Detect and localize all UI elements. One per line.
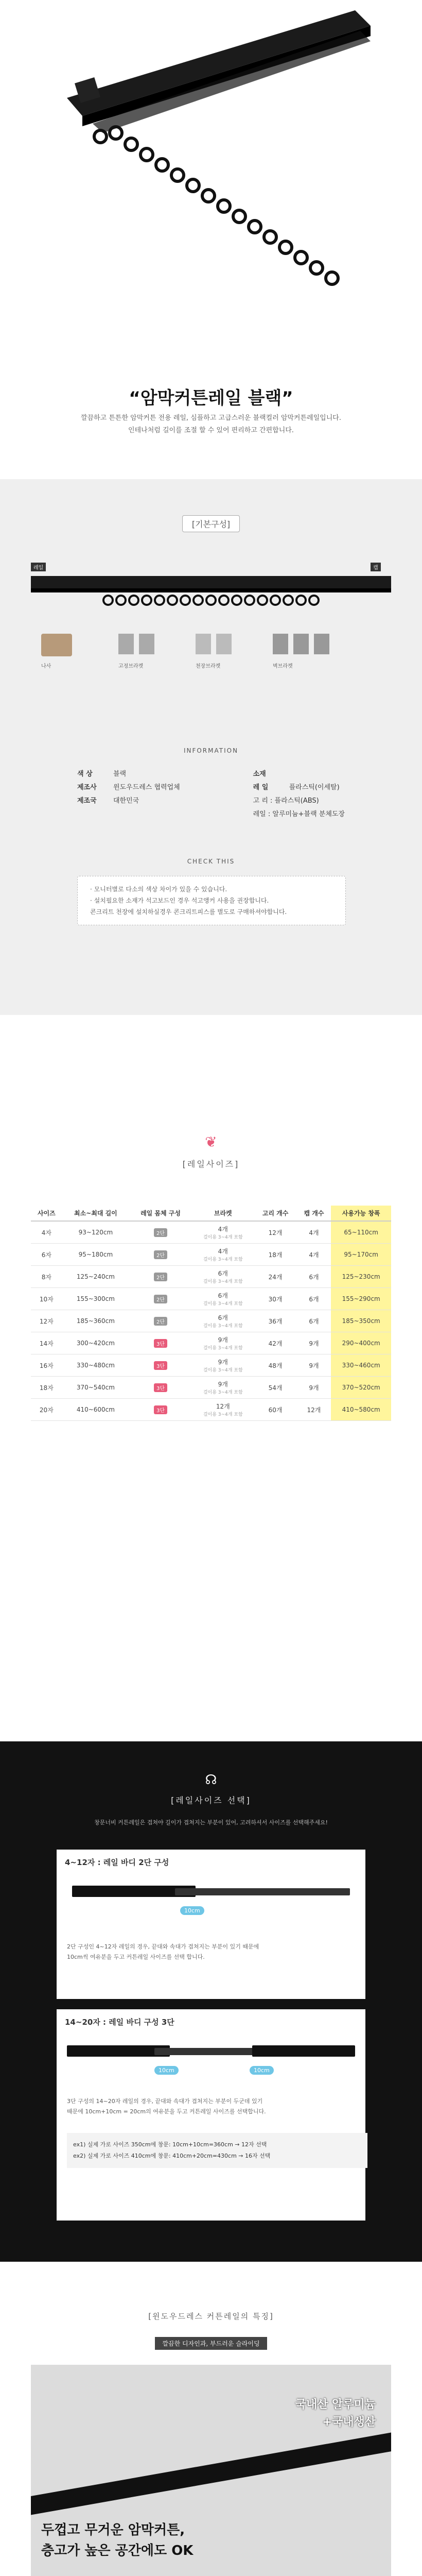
size-cell: 12개: [297, 1399, 331, 1421]
info-table: [77, 768, 345, 819]
size-cell-stages: [129, 1244, 192, 1266]
label-fix-bracket: 고정브라켓: [118, 664, 144, 669]
select-section: [0, 1741, 422, 2262]
components-illustration: [31, 556, 391, 711]
size-cell-bracket: 6개 걸이용 3~4개 포함: [192, 1288, 254, 1310]
size-cell: 185~360cm: [62, 1310, 129, 1332]
stage-badge: 2단: [154, 1317, 167, 1326]
size-cell: 6개: [297, 1266, 331, 1288]
size-cell: 410~600cm: [62, 1399, 129, 1421]
size-cell-stages: [129, 1399, 192, 1421]
info-right: 소재 레 일 플라스틱(이세탈) 고 리 : 플라스틱(ABS) 레일 : 알루미늄+블랙 분체도장: [253, 768, 345, 819]
hero-rail-image: [0, 0, 422, 371]
size-cell: 125~230cm: [331, 1266, 391, 1288]
feature-tag-1: 깔끔한 디자인과, 부드러운 슬라이딩: [155, 2337, 267, 2350]
example-1: ex1) 실제 가로 사이즈 350cm에 창문: 10cm+10cm=360cm → 12자 선택: [73, 2141, 267, 2148]
size-cell-bracket: 6개 걸이용 3~4개 포함: [192, 1310, 254, 1332]
hero-text-block: [0, 384, 422, 409]
check-item-2: · 설치필요한 소재가 석고보드인 경우 석고앵커 사용을 권장합니다.: [90, 897, 269, 904]
size-cell-bracket: 6개 걸이용 3~4개 포함: [192, 1266, 254, 1288]
part2-desc-2: 때문에 10cm+10cm = 20cm의 여유분을 두고 커튼레일 사이즈를 선택합니다.: [67, 2108, 266, 2115]
size-cell: 4개: [297, 1244, 331, 1266]
size-cell-stages: [129, 1377, 192, 1399]
check-item-1: · 모니터별로 다소의 색상 차이가 있을 수 있습니다.: [90, 886, 227, 893]
select-intro: 창문너비 커튼레일은 겹쳐야 길이가 겹쳐지는 부분이 있어, 고려하셔서 사이즈를 선택해주세요!: [94, 1819, 328, 1826]
stage-badge: 3단: [154, 1339, 167, 1348]
size-cell: 12개: [254, 1221, 297, 1244]
check-box: [77, 876, 346, 925]
stage-badge: 3단: [154, 1405, 167, 1414]
size-cell: 185~350cm: [331, 1310, 391, 1332]
size-cell: 155~300cm: [62, 1288, 129, 1310]
check-item-3: 콘크리트 천장에 설치하실경우 콘크리트피스를 별도로 구매하셔야합니다.: [90, 908, 287, 916]
stage-badge: 2단: [154, 1273, 167, 1281]
hero-title: “암막커튼레일 블랙”: [129, 388, 293, 409]
part2-tag-1: 10cm: [154, 2066, 179, 2075]
sizes-title: [레일사이즈]: [182, 1159, 240, 1169]
part1-tag: 10cm: [180, 1906, 204, 1915]
hero-desc-2: 인테나처럼 길이를 조절 할 수 있어 편리하고 간편합니다.: [128, 427, 294, 434]
size-cell-bracket: 9개 걸이용 3~4개 포함: [192, 1354, 254, 1377]
label-rail: 레일: [31, 563, 46, 571]
info-heading: INFORMATION: [183, 747, 239, 754]
headline-2: 층고가 높은 공간에도 OK: [41, 2543, 194, 2558]
label-cap: 캡: [371, 563, 381, 571]
size-cell-bracket: 12개 걸이용 3~4개 포함: [192, 1399, 254, 1421]
part1-title: 4~12자 : 레일 바디 2단 구성: [65, 1858, 169, 1867]
size-cell: 290~400cm: [331, 1332, 391, 1354]
check-heading: CHECK THIS: [187, 858, 235, 865]
size-cell: 6자: [31, 1244, 62, 1266]
size-cell: 4자: [31, 1221, 62, 1244]
size-cell: 10자: [31, 1288, 62, 1310]
size-cell: 14자: [31, 1332, 62, 1354]
overlay-text-1b: +국내생산: [322, 2416, 376, 2429]
size-cell: 370~540cm: [62, 1377, 129, 1399]
size-cell: 48개: [254, 1354, 297, 1377]
panel-two-stage: [57, 1850, 365, 1999]
size-cell: 36개: [254, 1310, 297, 1332]
size-cell: 65~110cm: [331, 1221, 391, 1244]
size-cell: 42개: [254, 1332, 297, 1354]
info-right-heading: 소재: [253, 770, 266, 778]
size-cell: 95~170cm: [331, 1244, 391, 1266]
size-cell: 330~480cm: [62, 1354, 129, 1377]
stage-badge: 3단: [154, 1383, 167, 1392]
size-cell: 8자: [31, 1266, 62, 1288]
size-table: [31, 1206, 391, 1421]
size-cell: 9개: [297, 1332, 331, 1354]
components-section: [0, 479, 422, 1015]
size-cell: 16자: [31, 1354, 62, 1377]
part1-desc-2: 10cm씩 여유분을 두고 커튼레일 사이즈를 선택 합니다.: [67, 1954, 205, 1960]
size-table-header: 사이즈 최소~최대 길이 레일 몸체 구성 브라켓 고리 개수 캡 개수 사용가능 창폭: [31, 1206, 391, 1221]
size-cell: 12자: [31, 1310, 62, 1332]
size-cell: 4개: [297, 1221, 331, 1244]
size-cell-bracket: 4개 걸이용 3~4개 포함: [192, 1244, 254, 1266]
size-cell: 6개: [297, 1310, 331, 1332]
size-cell: 18자: [31, 1377, 62, 1399]
size-row: [31, 1288, 391, 1310]
size-cell-stages: [129, 1288, 192, 1310]
label-screw: 나사: [41, 664, 51, 669]
select-icon: ☊: [205, 1772, 217, 1788]
part2-title: 14~20자 : 레일 바디 구성 3단: [65, 2018, 174, 2027]
example-2: ex2) 실제 가로 사이즈 410cm에 창문: 410cm+20cm=430cm → 16자 선택: [73, 2153, 271, 2159]
label-wall-bracket: 벽브라켓: [273, 664, 293, 669]
size-cell: 6개: [297, 1288, 331, 1310]
hero-desc: [0, 412, 422, 437]
size-cell: 370~520cm: [331, 1377, 391, 1399]
rail-illustration: [0, 0, 422, 371]
size-cell: 95~180cm: [62, 1244, 129, 1266]
components-title: [기본구성]: [182, 515, 240, 532]
size-row: [31, 1221, 391, 1244]
size-cell: 9개: [297, 1377, 331, 1399]
size-cell: 93~120cm: [62, 1221, 129, 1244]
size-cell-bracket: 9개 걸이용 3~4개 포함: [192, 1377, 254, 1399]
stage-badge: 3단: [154, 1361, 167, 1370]
size-row: [31, 1377, 391, 1399]
size-cell: 30개: [254, 1288, 297, 1310]
size-cell: 24개: [254, 1266, 297, 1288]
size-row: [31, 1354, 391, 1377]
size-cell: 300~420cm: [62, 1332, 129, 1354]
size-row: [31, 1399, 391, 1421]
part1-desc-1: 2단 구성인 4~12자 레일의 경우, 끝대와 속대가 겹쳐지는 부분이 있기 때문에: [67, 1943, 259, 1950]
size-row: [31, 1310, 391, 1332]
size-cell-stages: [129, 1266, 192, 1288]
ruler-icon: ❦: [205, 1133, 217, 1150]
feature-photo-1: [31, 2365, 391, 2576]
size-row: [31, 1244, 391, 1266]
overlay-text-1a: 국내산 알루미늄: [295, 2398, 376, 2411]
label-ceiling-bracket: 천장브라켓: [196, 664, 221, 669]
select-title: [레일사이즈 선택]: [171, 1795, 251, 1805]
stage-badge: 2단: [154, 1295, 167, 1303]
size-cell: 9개: [297, 1354, 331, 1377]
stage-badge: 2단: [154, 1250, 167, 1259]
hero-desc-1: 깔끔하고 튼튼한 암막커튼 전용 레일, 심플하고 고급스러운 블랙컬러 암막커튼레일입니다.: [81, 414, 341, 422]
size-cell: 410~580cm: [331, 1399, 391, 1421]
size-cell-bracket: 9개 걸이용 3~4개 포함: [192, 1332, 254, 1354]
hero-section: [0, 0, 422, 409]
features-title: [윈도우드레스 커튼레일의 특징]: [148, 2312, 274, 2321]
features-section: [0, 2282, 422, 2576]
size-cell: 18개: [254, 1244, 297, 1266]
part2-desc-1: 3단 구성의 14~20자 레일의 경우, 끝대와 속대가 겹쳐지는 부분이 두군데 있기: [67, 2098, 263, 2105]
stage-badge: 2단: [154, 1228, 167, 1237]
examples-box: [67, 2133, 367, 2168]
size-cell: 330~460cm: [331, 1354, 391, 1377]
size-row: [31, 1332, 391, 1354]
sizes-section: [0, 1133, 422, 1700]
size-cell-stages: [129, 1332, 192, 1354]
size-cell: 125~240cm: [62, 1266, 129, 1288]
panel-three-stage: [57, 2009, 365, 2221]
headline-1: 두껍고 무거운 암막커튼,: [41, 2522, 185, 2538]
size-cell-bracket: 4개 걸이용 3~4개 포함: [192, 1221, 254, 1244]
part2-tag-2: 10cm: [250, 2066, 274, 2075]
size-cell: 155~290cm: [331, 1288, 391, 1310]
size-cell-stages: [129, 1221, 192, 1244]
size-row: [31, 1266, 391, 1288]
size-cell: 20자: [31, 1399, 62, 1421]
size-cell-stages: [129, 1354, 192, 1377]
info-left: 색 상 블랙 제조사 윈도우드레스 협력업체 제조국 대한민국: [77, 770, 180, 805]
size-cell: 60개: [254, 1399, 297, 1421]
size-cell-stages: [129, 1310, 192, 1332]
size-cell: 54개: [254, 1377, 297, 1399]
